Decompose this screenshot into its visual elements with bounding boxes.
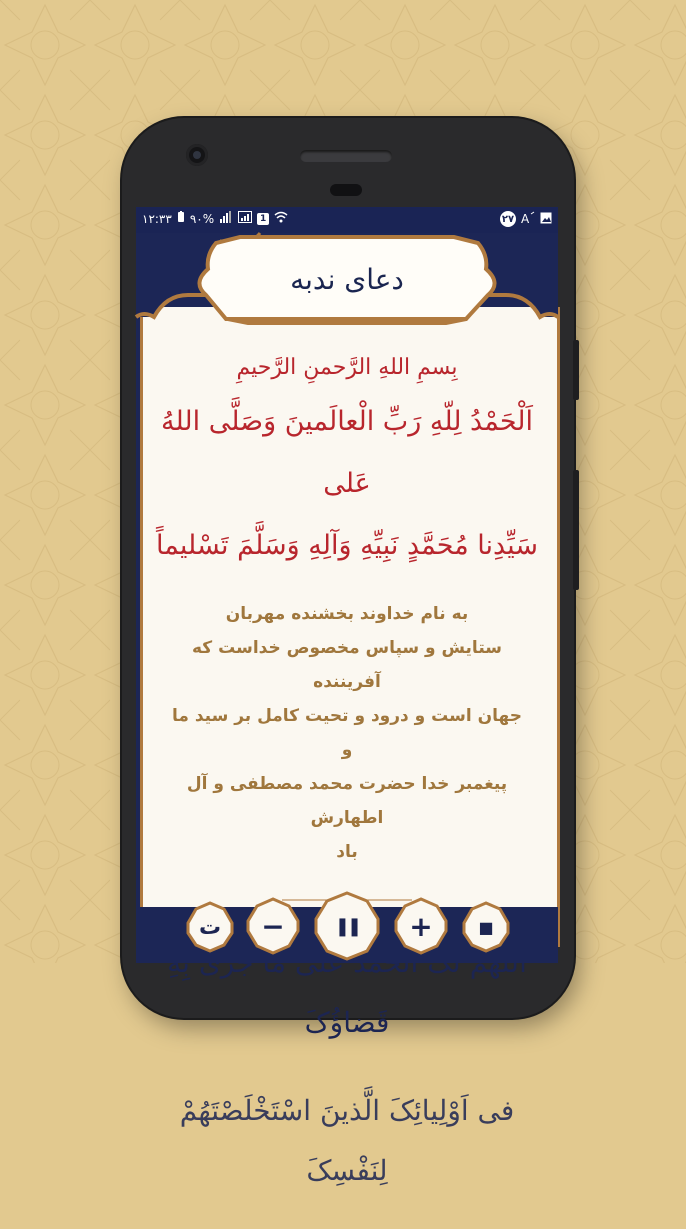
arabic-line-4: فی اَوْلِیائِکَ الَّذینَ اسْتَخْلَصْتَهُمْ لِنَفْسِکَ — [179, 1094, 515, 1187]
app-screen — [136, 207, 558, 1187]
stop-icon: ■ — [478, 917, 494, 937]
front-camera — [186, 144, 208, 166]
pause-button[interactable] — [312, 891, 382, 961]
wifi-icon — [274, 211, 288, 226]
arabic-line-2: سَیِّدِنا مُحَمَّدٍ نَبِیِّهِ وَآلِهِ وَسَلَّمَ تَسْلیماً — [156, 530, 538, 561]
plus-icon: + — [409, 909, 433, 943]
translation-line-1: ستایش و سپاس مخصوص خداست که آفریننده — [192, 638, 502, 692]
image-icon — [540, 212, 552, 227]
power-button — [573, 340, 579, 400]
increase-font-button[interactable] — [392, 897, 450, 955]
font-size-icon — [521, 212, 535, 227]
proximity-sensor — [330, 184, 362, 196]
status-bar — [136, 207, 558, 233]
arabic-line-1: اَلْحَمْدُ لِلّهِ رَبِّ الْعالَمینَ وَصَلَّی اللهُ عَلی — [160, 406, 533, 499]
bismillah-line: بِسمِ اللهِ الرَّحمنِ الرَّحیمِ — [236, 355, 458, 380]
translation-line-4: باد — [336, 842, 358, 862]
page-title: دعای ندبه — [290, 263, 404, 296]
pause-icon: ❚❚ — [334, 915, 360, 937]
earpiece-speaker — [300, 150, 392, 162]
battery-percent: ۹۰% — [189, 211, 215, 226]
translation-icon: ت — [198, 914, 222, 940]
svg-text:A: A — [521, 211, 530, 226]
decrease-font-button[interactable] — [244, 897, 302, 955]
translation-line-3: پیغمبر خدا حضرت محمد مصطفی و آل اطهارش — [186, 774, 508, 828]
sim-badge: 1 — [257, 213, 269, 225]
arabic-line-3: قَضاؤُکَ — [304, 1006, 390, 1039]
translation-line-2: جهان است و درود و تحیت کامل بر سید ما و — [172, 706, 522, 760]
stop-button[interactable] — [460, 901, 512, 953]
battery-icon — [177, 211, 185, 226]
translation-toggle-button[interactable] — [184, 901, 236, 953]
volume-button — [573, 470, 579, 590]
status-time: ۱۲:۳۳ — [142, 211, 172, 226]
translation-title: به نام خداوند بخشنده مهربان — [225, 604, 469, 624]
prayer-content — [146, 337, 548, 1229]
notification-count: ۲۷ — [500, 211, 516, 227]
signal-bars-icon — [219, 211, 233, 226]
signal-bars-icon — [238, 211, 252, 226]
minus-icon: − — [261, 909, 285, 943]
